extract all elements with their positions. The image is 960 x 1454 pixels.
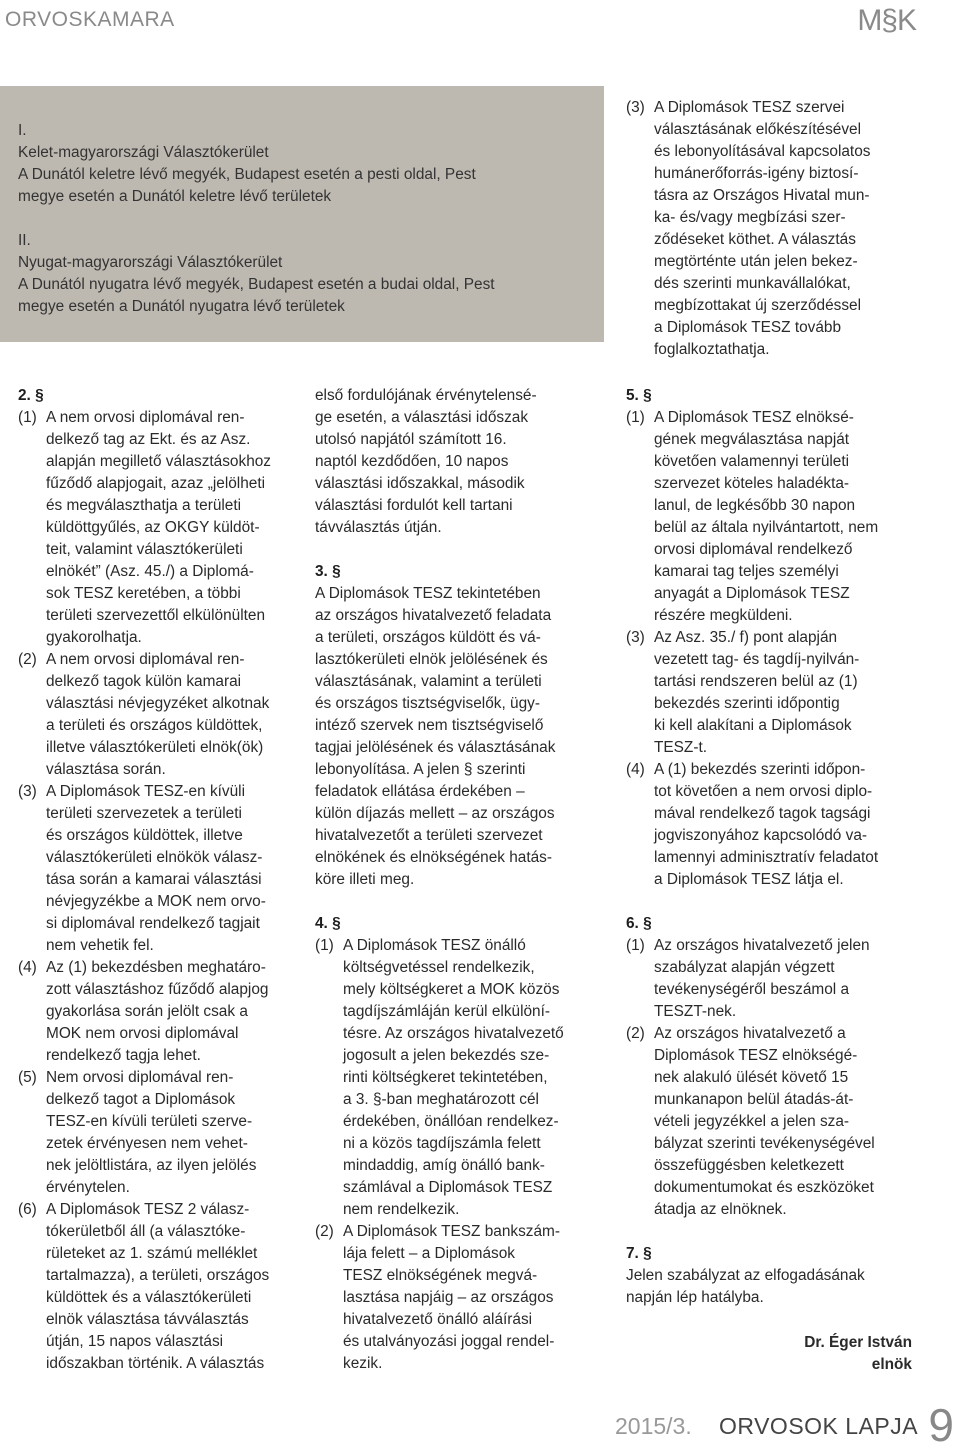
text-line: területi szervezettől elkülönülten xyxy=(46,607,266,624)
text-line: alapján megillető választásokhoz xyxy=(46,453,272,470)
text-line: gyakorlása során jelölt csak a xyxy=(46,1003,248,1020)
region-line: megye esetén a Dunától keletre lévő területek xyxy=(18,188,332,205)
text-line: napján lép hatályba. xyxy=(626,1289,764,1306)
text-line: hivatalvezetőt a területi szervezet xyxy=(315,827,543,844)
text-line: munkanapon belül átadás-át- xyxy=(654,1091,854,1108)
text-line: ge esetén, a választási időszak xyxy=(315,409,529,426)
text-line: Az országos hivatalvezető a xyxy=(654,1025,846,1042)
section-heading-7: 7. § xyxy=(626,1245,652,1262)
text-line: delkező tag az Ekt. és az Asz. xyxy=(46,431,251,448)
page-number: 9 xyxy=(928,1399,954,1451)
text-line: választása során. xyxy=(46,761,166,778)
text-line: lasztókerületi elnök jelölésének és xyxy=(315,651,548,668)
spacer xyxy=(315,891,615,913)
text-line: érvénytelen. xyxy=(46,1179,130,1196)
text-line: követően valamennyi területi xyxy=(654,453,850,470)
text-line: mával rendelkező tagok tagsági xyxy=(654,805,871,822)
text-line: fűződő alapjogait, azaz „jelölheti xyxy=(46,475,266,492)
spacer xyxy=(626,891,936,913)
text-line: és utalványozási joggal rendel- xyxy=(343,1333,555,1350)
spacer xyxy=(18,208,588,230)
section-heading-6: 6. § xyxy=(626,915,652,932)
numbered-paragraph xyxy=(18,781,318,957)
text-line: a Diplomások TESZ tovább xyxy=(654,319,842,336)
text-line: si diplomával rendelkező tagjait xyxy=(46,915,260,932)
text-line: ződéseket köthet. A választás xyxy=(654,231,856,248)
text-line: TESZ elnökségének megvá- xyxy=(343,1267,538,1284)
text-line: A nem orvosi diplomával ren- xyxy=(46,409,245,426)
text-line: tagdíjszámláján kerül elkülöní- xyxy=(343,1003,551,1020)
paragraph-number: (6) xyxy=(18,1201,37,1218)
section-heading-3: 3. § xyxy=(315,563,341,580)
spacer xyxy=(626,1221,936,1243)
text-line: belül az általa nyilvántartott, nem xyxy=(654,519,879,536)
text-line: MOK nem orvosi diplomával xyxy=(46,1025,239,1042)
text-line: részére megküldeni. xyxy=(654,607,793,624)
text-line: utolsó napjától számított 16. xyxy=(315,431,507,448)
region-line: A Dunától nyugatra lévő megyék, Budapest esetén a budai oldal, Pest xyxy=(18,276,495,293)
text-line: ni a közös tagdíjszámla felett xyxy=(343,1135,541,1152)
text-line: rinti költségkeret tekintetében, xyxy=(343,1069,548,1086)
paragraph-number: (3) xyxy=(626,629,645,646)
text-line: lamennyi adminisztratív feladatot xyxy=(654,849,879,866)
text-line: lasztása napjáig – az országos xyxy=(343,1289,554,1306)
mok-logo: M§K xyxy=(857,4,916,37)
text-line: teit, valamint választókerületi xyxy=(46,541,243,558)
text-line: tókerületből áll (a választóke- xyxy=(46,1223,246,1240)
text-line: és országos küldöttek, illetve xyxy=(46,827,243,844)
paragraph-number: (2) xyxy=(626,1025,645,1042)
text-line: TESZ-en kívüli területi szerve- xyxy=(46,1113,253,1130)
text-line: humánerőforrás-igény biztosí- xyxy=(654,165,859,182)
text-line: mely költségkeret a MOK közös xyxy=(343,981,560,998)
text-line: választásának előkészítésével xyxy=(654,121,862,138)
text-line: A Diplomások TESZ önálló xyxy=(343,937,526,954)
paragraph-number: (1) xyxy=(626,937,645,954)
text-line: szervezet köteles haladékta- xyxy=(654,475,850,492)
text-line: összefüggésben keletkezett xyxy=(654,1157,844,1174)
text-line: névjegyzékbe a MOK nem orvo- xyxy=(46,893,266,910)
text-line: tagjai jelölésének és választásának xyxy=(315,739,556,756)
numbered-paragraph xyxy=(18,1199,318,1375)
text-line: küldöttgyűlés, az OKGY küldöt- xyxy=(46,519,260,536)
text-line: foglalkoztathatja. xyxy=(654,341,770,358)
numbered-paragraph xyxy=(626,97,946,361)
text-line: Nem orvosi diplomával ren- xyxy=(46,1069,234,1086)
paragraph-number: (3) xyxy=(18,783,37,800)
text-line: a Diplomások TESZ látja el. xyxy=(654,871,844,888)
text-line: nem rendelkezik. xyxy=(343,1201,460,1218)
signature-role: elnök xyxy=(871,1356,912,1373)
page-footer xyxy=(615,1399,960,1451)
text-line: A nem orvosi diplomával ren- xyxy=(46,651,245,668)
text-line: tevékenységéről beszámol a xyxy=(654,981,850,998)
text-line: hivatalvezető önálló aláírási xyxy=(343,1311,533,1328)
text-line: anyagát a Diplomások TESZ xyxy=(654,585,850,602)
region-line: megye esetén a Dunától nyugatra lévő területek xyxy=(18,298,345,315)
text-line: az országos hivatalvezető feladata xyxy=(315,607,552,624)
section-heading-4: 4. § xyxy=(315,915,341,932)
section-1-paragraph-3 xyxy=(626,97,946,361)
section-heading-2: 2. § xyxy=(18,387,44,404)
paragraph-number: (2) xyxy=(315,1223,334,1240)
spacer xyxy=(315,539,615,561)
numbered-paragraph xyxy=(626,407,936,627)
text-line: vételi jegyzékkel a jelen sza- xyxy=(654,1113,850,1130)
paragraph-number: (1) xyxy=(626,409,645,426)
text-line: a területi és országos küldöttek, xyxy=(46,717,263,734)
text-line: tartási rendszeren belül az (1) xyxy=(654,673,858,690)
text-line: elnök választása távválasztás xyxy=(46,1311,249,1328)
text-line: költségvetéssel rendelkezik, xyxy=(343,959,535,976)
numbered-paragraph xyxy=(626,759,936,891)
text-line: vezetett tag- és tagdíj-nyilván- xyxy=(654,651,860,668)
text-line: tása során a kamarai választási xyxy=(46,871,262,888)
numbered-paragraph xyxy=(18,957,318,1067)
text-line: és lebonyolításával kapcsolatos xyxy=(654,143,871,160)
text-line: választási névjegyzéket alkotnak xyxy=(46,695,270,712)
column-1 xyxy=(18,385,318,1375)
text-line: köre illeti meg. xyxy=(315,871,415,888)
text-line: feladatok ellátása érdekében – xyxy=(315,783,525,800)
text-line: Diplomások TESZ elnökségé- xyxy=(654,1047,858,1064)
text-line: delkező tagok külön kamarai xyxy=(46,673,242,690)
text-line: delkező tagot a Diplomások xyxy=(46,1091,236,1108)
signature-name: Dr. Éger István xyxy=(804,1334,912,1351)
text-line: A Diplomások TESZ elnöksé- xyxy=(654,409,854,426)
text-line: bekezdés szerinti időpontig xyxy=(654,695,840,712)
text-line: és megválaszthatja a területi xyxy=(46,497,242,514)
text-line: illetve választókerületi elnök(ök) xyxy=(46,739,264,756)
numbered-paragraph xyxy=(626,627,936,759)
numbered-paragraph xyxy=(18,407,318,649)
text-line: első fordulójának érvénytelensé- xyxy=(315,387,537,404)
regions-text xyxy=(18,120,588,318)
paragraph-number: (4) xyxy=(626,761,645,778)
text-line: kamarai tag teljes személyi xyxy=(654,563,839,580)
text-line: A (1) bekezdés szerinti időpon- xyxy=(654,761,866,778)
text-line: választásának, valamint a területi xyxy=(315,673,542,690)
paragraph-number: (5) xyxy=(18,1069,37,1086)
numbered-paragraph xyxy=(315,935,615,1221)
text-line: Az Asz. 35./ f) pont alapján xyxy=(654,629,838,646)
text-line: dés szerinti munkavállalókat, xyxy=(654,275,851,292)
text-line: tot követően a nem orvosi diplo- xyxy=(654,783,873,800)
text-line: időszakban történik. A választás xyxy=(46,1355,265,1372)
text-line: ka- és/vagy megbízási szer- xyxy=(654,209,846,226)
numbered-paragraph xyxy=(18,1067,318,1199)
column-2 xyxy=(315,385,615,1375)
paragraph-number: (1) xyxy=(315,937,334,954)
text-line: dokumentumokat és eszközöket xyxy=(654,1179,874,1196)
magazine-section-title: ORVOSKAMARA xyxy=(5,8,175,31)
text-line: útján, 15 napos választási xyxy=(46,1333,224,1350)
region-line: Nyugat-magyarországi Választókerület xyxy=(18,254,283,271)
text-line: lanul, de legkésőbb 30 napon xyxy=(654,497,856,514)
region-line: Kelet-magyarországi Választókerület xyxy=(18,144,269,161)
numbered-paragraph xyxy=(626,935,936,1023)
numbered-paragraph xyxy=(626,1023,936,1221)
text-line: A Diplomások TESZ-en kívüli xyxy=(46,783,246,800)
region-line: II. xyxy=(18,232,31,249)
text-line: naptól kezdődően, 10 napos xyxy=(315,453,509,470)
text-line: A Diplomások TESZ tekintetében xyxy=(315,585,541,602)
column-3 xyxy=(626,385,936,1309)
numbered-paragraph xyxy=(315,1221,615,1375)
text-line: számlával a Diplomások TESZ xyxy=(343,1179,553,1196)
text-line: intéző szervek nem tisztségviselő xyxy=(315,717,544,734)
numbered-paragraph xyxy=(18,649,318,781)
text-line: nek jelöltlistára, az ilyen jelölés xyxy=(46,1157,257,1174)
text-line: jogosult a jelen bekezdés sze- xyxy=(343,1047,550,1064)
text-line: a 3. §-ban meghatározott cél xyxy=(343,1091,539,1108)
text-line: megtörténte után jelen bekez- xyxy=(654,253,858,270)
text-line: Az országos hivatalvezető jelen xyxy=(654,937,870,954)
text-line: megbízottakat új szerződéssel xyxy=(654,297,862,314)
text-line: kezik. xyxy=(343,1355,383,1372)
text-line: elnökét” (Asz. 45./) a Diplomá- xyxy=(46,563,254,580)
text-line: területi szervezetek a területi xyxy=(46,805,242,822)
text-line: tésre. Az országos hivatalvezető xyxy=(343,1025,564,1042)
text-line: gének megválasztása napját xyxy=(654,431,850,448)
text-line: átadja az elnöknek. xyxy=(654,1201,787,1218)
text-line: gyakorolhatja. xyxy=(46,629,142,646)
text-line: és országos tisztségviselők, ügy- xyxy=(315,695,540,712)
issue-number: 2015/3. xyxy=(615,1413,692,1439)
text-line: küldöttek és a választókerületi xyxy=(46,1289,252,1306)
text-line: elnökének és elnökségének hatás- xyxy=(315,849,553,866)
text-line: tásra az Országos Hivatal mun- xyxy=(654,187,870,204)
text-line: választási időszakkal, második xyxy=(315,475,525,492)
text-line: érdekében, önállóan rendelkez- xyxy=(343,1113,559,1130)
text-line: nek alakuló ülését követő 15 xyxy=(654,1069,849,1086)
text-line: szabályzat alapján végzett xyxy=(654,959,835,976)
text-line: ki kell alakítani a Diplomások xyxy=(654,717,852,734)
paragraph-number: (3) xyxy=(626,99,645,116)
signature xyxy=(804,1332,912,1376)
text-line: orvosi diplomával rendelkező xyxy=(654,541,853,558)
text-line: a területi, országos küldött és vá- xyxy=(315,629,541,646)
text-line: jogviszonyához kapcsolódó va- xyxy=(654,827,868,844)
region-line: A Dunától keletre lévő megyék, Budapest esetén a pesti oldal, Pest xyxy=(18,166,476,183)
journal-title: ORVOSOK LAPJA xyxy=(719,1413,919,1439)
text-line: lája felett – a Diplomások xyxy=(343,1245,515,1262)
text-line: TESZT-nek. xyxy=(654,1003,737,1020)
text-line: választókerületi elnökök válasz- xyxy=(46,849,263,866)
text-line: zott választáshoz fűződő alapjog xyxy=(46,981,269,998)
text-line: Jelen szabályzat az elfogadásának xyxy=(626,1267,865,1284)
text-line: zetek érvényesen nem vehet- xyxy=(46,1135,248,1152)
region-line: I. xyxy=(18,122,27,139)
paragraph-number: (4) xyxy=(18,959,37,976)
text-line: választási fordulót kell tartani xyxy=(315,497,513,514)
text-line: tartalmazza), a területi, országos xyxy=(46,1267,270,1284)
text-line: A Diplomások TESZ szervei xyxy=(654,99,845,116)
text-line: TESZ-t. xyxy=(654,739,708,756)
text-line: külön díjazás mellett – az országos xyxy=(315,805,555,822)
text-line: nem vehetik fel. xyxy=(46,937,154,954)
text-line: mindaddig, amíg önálló bank- xyxy=(343,1157,545,1174)
regions-box xyxy=(0,86,604,342)
text-line: A Diplomások TESZ bankszám- xyxy=(343,1223,560,1240)
paragraph-number: (1) xyxy=(18,409,37,426)
text-line: távválasztás útján. xyxy=(315,519,442,536)
text-line: lebonyolítása. A jelen § szerinti xyxy=(315,761,526,778)
section-heading-5: 5. § xyxy=(626,387,652,404)
text-line: rendelkező tagja lehet. xyxy=(46,1047,201,1064)
text-line: rületeket az 1. számú melléklet xyxy=(46,1245,258,1262)
text-line: Az (1) bekezdésben meghatáro- xyxy=(46,959,266,976)
text-line: sok TESZ keretében, a többi xyxy=(46,585,241,602)
paragraph-number: (2) xyxy=(18,651,37,668)
text-line: bályzat szerinti tevékenységével xyxy=(654,1135,875,1152)
text-line: A Diplomások TESZ 2 válasz- xyxy=(46,1201,250,1218)
